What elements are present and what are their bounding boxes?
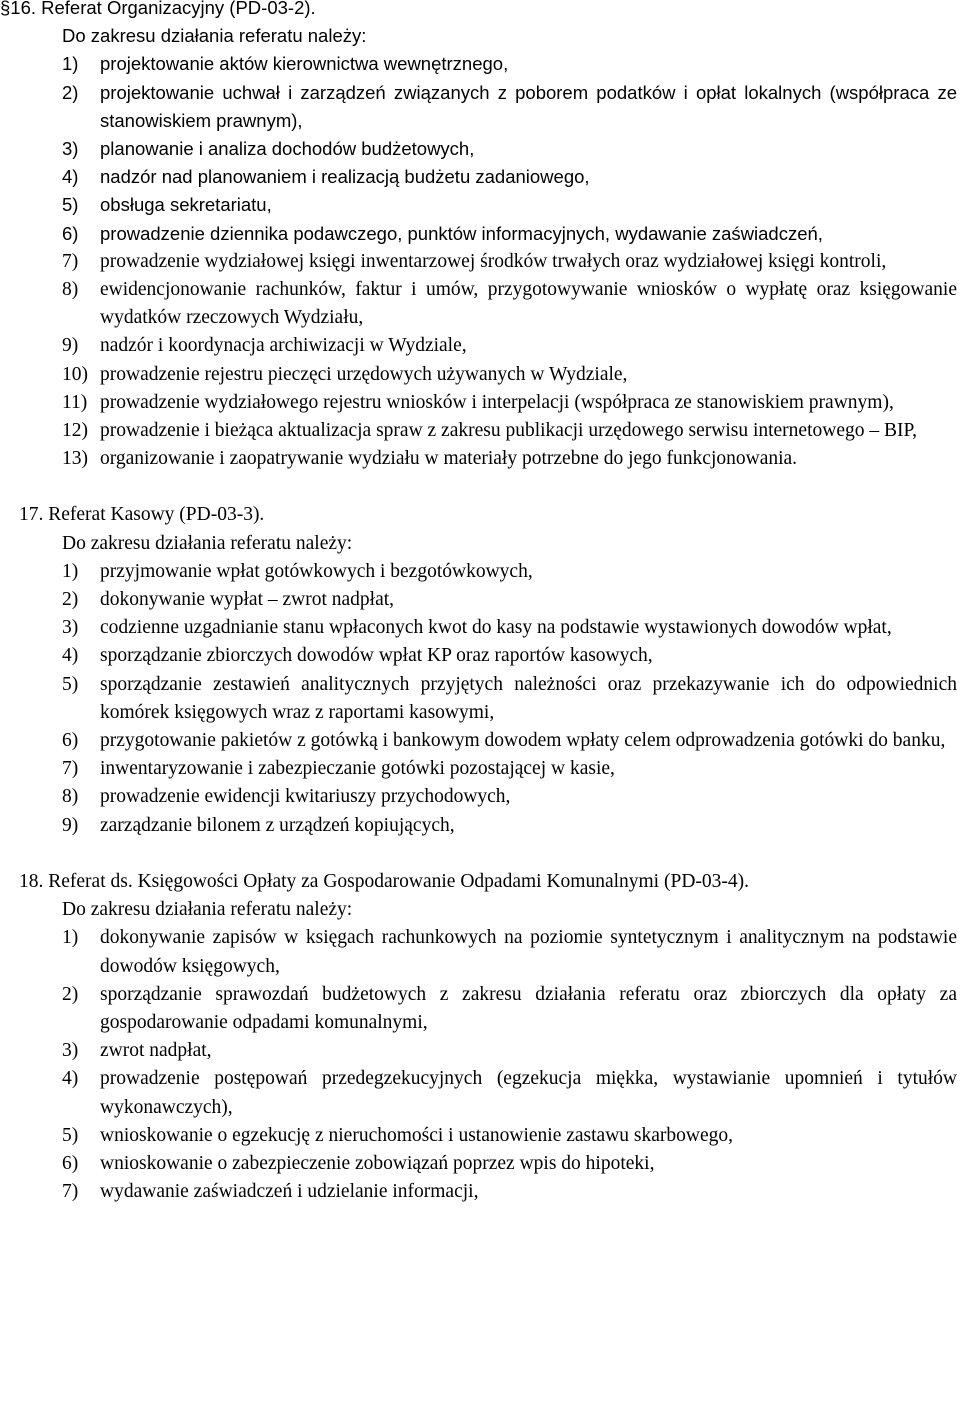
item-number: 4) [62,1068,79,1090]
item-number: 2) [62,983,79,1005]
item-number: 2) [62,81,79,103]
section-spacer [0,840,960,868]
item-text: prowadzenie ewidencji kwitariuszy przychodowych, [100,786,511,808]
section-title: 17. Referat Kasowy (PD-03-3). [19,504,265,526]
item-text: wydawanie zaświadczeń i udzielanie informacji, [100,1181,479,1203]
item-text: projektowanie uchwał i zarządzeń związanych z poborem podatków i opłat lokalnych (współpraca ze stanowiskiem prawnym), [100,81,957,131]
item-list [0,558,960,840]
item-number: 6) [62,1152,79,1174]
item-text: sporządzanie zbiorczych dowodów wpłat KP oraz raportów kasowych, [100,645,653,667]
section-intro: Do zakresu działania referatu należy: [62,25,367,47]
item-text: projektowanie aktów kierownictwa wewnętrznego, [100,53,509,75]
item-number: 8) [62,279,79,301]
section-17 [0,501,960,839]
item-number: 4) [62,166,79,188]
item-number: 9) [62,814,79,836]
item-text: sporządzanie zestawień analitycznych przyjętych należności oraz przekazywanie ich do odpowiednich komórek księgowych wraz z raportami kasowymi, [100,673,957,723]
list-item [0,614,957,642]
list-item [0,417,957,445]
section-title: 18. Referat ds. Księgowości Opłaty za Gospodarowanie Odpadami Komunalnymi (PD-03-4). [19,870,750,892]
item-text: organizowanie i zaopatrywanie wydziału w materiały potrzebne do jego funkcjonowania. [100,448,798,470]
list-item [0,445,957,473]
item-text: prowadzenie postępowań przedegzekucyjnych (egzekucja miękka, wystawianie upomnień i tytułów wykonawczych), [100,1068,957,1118]
item-text: prowadzenie wydziałowej księgi inwentarzowej środków trwałych oraz wydziałowej księgi kontroli, [100,250,887,272]
list-item [0,389,957,417]
item-text: nadzór i koordynacja archiwizacji w Wydziale, [100,335,467,357]
item-number: 3) [62,138,79,160]
item-number: 10) [62,363,88,385]
item-text: wnioskowanie o zabezpieczenie zobowiązań poprzez wpis do hipoteki, [100,1152,655,1174]
item-number: 5) [62,1124,79,1146]
list-item [0,586,957,614]
item-text: sporządzanie sprawozdań budżetowych z zakresu działania referatu oraz zbiorczych dla opłaty za gospodarowanie odpadami komunalnymi, [100,983,957,1033]
list-item [0,163,957,191]
item-number: 5) [62,673,79,695]
item-number: 1) [62,560,79,582]
item-number: 8) [62,786,79,808]
item-number: 7) [62,1181,79,1203]
list-item [0,1178,957,1206]
list-item [0,924,957,980]
item-number: 2) [62,589,79,611]
item-text: codzienne uzgadnianie stanu wpłaconych kwot do kasy na podstawie wystawionych dowodów wpłat, [100,617,892,639]
item-number: 12) [62,420,88,442]
list-item [0,50,957,78]
list-item [0,1065,957,1121]
item-text: nadzór nad planowaniem i realizacją budżetu zadaniowego, [100,166,590,188]
list-item [0,135,957,163]
list-item [0,981,957,1037]
item-number: 6) [62,222,79,244]
section-18 [0,868,960,1206]
list-item [0,671,957,727]
item-number: 13) [62,448,88,470]
item-number: 4) [62,645,79,667]
item-number: 3) [62,617,79,639]
item-text: prowadzenie wydziałowego rejestru wniosków i interpelacji (współpraca ze stanowiskiem prawnym), [100,391,894,413]
list-item [0,248,957,276]
item-number: 1) [62,53,79,75]
list-item [0,79,957,135]
item-text: prowadzenie i bieżąca aktualizacja spraw z zakresu publikacji urzędowego serwisu internetowego – BIP, [100,420,918,442]
item-number: 1) [62,927,79,949]
item-number: 9) [62,335,79,357]
item-text: przyjmowanie wpłat gotówkowych i bezgotówkowych, [100,560,533,582]
section-spacer [0,473,960,501]
section-intro: Do zakresu działania referatu należy: [62,532,353,554]
list-item [0,812,957,840]
item-list [0,924,960,1206]
item-text: inwentaryzowanie i zabezpieczanie gotówki pozostającej w kasie, [100,758,615,780]
item-text: przygotowanie pakietów z gotówką i bankowym dowodem wpłaty celem odprowadzenia gotówki do banku, [100,730,946,752]
item-text: obsługa sekretariatu, [100,194,272,216]
list-item [0,220,957,248]
item-text: zwrot nadpłat, [100,1040,212,1062]
item-text: ewidencjonowanie rachunków, faktur i umów, przygotowywanie wniosków o wypłatę oraz księgowanie wydatków rzeczowych Wydziału, [100,279,957,329]
list-item [0,558,957,586]
item-number: 3) [62,1040,79,1062]
list-item [0,1150,957,1178]
item-number: 6) [62,730,79,752]
list-item [0,361,957,389]
item-text: wnioskowanie o egzekucję z nieruchomości i ustanowienie zastawu skarbowego, [100,1124,734,1146]
list-item [0,332,957,360]
item-number: 11) [62,391,88,413]
list-item [0,1037,957,1065]
item-text: planowanie i analiza dochodów budżetowych, [100,138,475,160]
list-item [0,755,957,783]
list-item [0,642,957,670]
list-item [0,1122,957,1150]
section-title: §16. Referat Organizacyjny (PD-03-2). [0,0,316,18]
item-list-serif [0,248,960,474]
item-text: prowadzenie dziennika podawczego, punktów informacyjnych, wydawanie zaświadczeń, [100,222,823,244]
item-number: 7) [62,250,79,272]
item-list [0,50,960,247]
item-number: 7) [62,758,79,780]
list-item [0,276,957,332]
item-text: zarządzanie bilonem z urządzeń kopiujących, [100,814,455,836]
list-item [0,727,957,755]
item-text: dokonywanie wypłat – zwrot nadpłat, [100,589,395,611]
section-16 [0,0,960,473]
section-intro: Do zakresu działania referatu należy: [62,899,353,921]
item-text: prowadzenie rejestru pieczęci urzędowych używanych w Wydziale, [100,363,628,385]
list-item [0,191,957,219]
list-item [0,783,957,811]
item-number: 5) [62,194,79,216]
item-text: dokonywanie zapisów w księgach rachunkowych na poziomie syntetycznym i analitycznym na podstawie dowodów księgowych, [100,927,957,977]
